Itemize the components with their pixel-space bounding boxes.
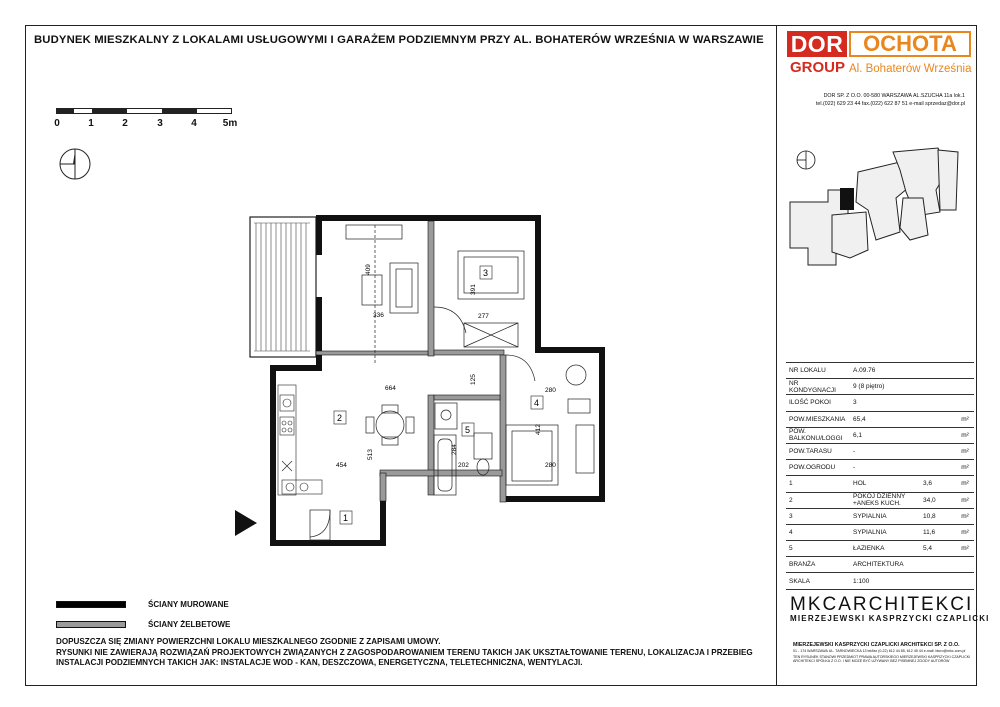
spec-label: POW.TARASU [786, 443, 850, 459]
table-row [786, 508, 974, 524]
spec-label: POW.MIESZKANIA [786, 411, 850, 427]
bedroom-3-furniture [434, 251, 524, 347]
room-area: 5,4 [920, 541, 956, 557]
spec-unit: m² [956, 411, 974, 427]
dimension: 280 [545, 387, 556, 394]
living-furniture [346, 225, 418, 445]
site-key-map [788, 140, 968, 295]
note-line: INSTALACJI PODZIEMNYCH TAKICH JAK: INSTALACJE WOD - KAN, DESZCZOWA, ENERGETYCZNA, TELETECHNICZNA, WENTYLACJI. [56, 658, 583, 667]
room-number: 1 [343, 513, 349, 523]
spec-unit [956, 363, 974, 379]
skala-label: SKALA [786, 573, 850, 589]
scale-label: 2 [122, 118, 128, 129]
spec-label: ILOŚĆ POKOI [786, 395, 850, 411]
dimension-labels [336, 264, 556, 469]
spec-unit: m² [956, 443, 974, 459]
room-number: 3 [483, 268, 489, 278]
frame-divider [776, 25, 777, 686]
scale-bar-graphic [56, 108, 232, 114]
contact-line-1: DOR SP. Z O.O. 00-580 WARSZAWA AL.SZUCHA 11a lok.1 [823, 93, 965, 99]
logo-ochota: OCHOTA [849, 31, 971, 57]
room-number: 5 [465, 425, 471, 435]
developer-contact [790, 93, 965, 108]
exterior-walls [270, 215, 605, 546]
logo-address: Al. Bohaterów Września [849, 63, 972, 75]
scale-label: 1 [88, 118, 94, 129]
legend-swatch-masonry [56, 601, 126, 608]
room-area: 10,8 [920, 508, 956, 524]
architect-subtitle: MIERZEJEWSKI KASPRZYCKI CZAPLICKI [790, 614, 990, 623]
table-row [786, 541, 974, 557]
architect-company: MIERZEJEWSKI KASPRZYCKI CZAPLICKI ARCHITEKCI SP. Z O.O. [793, 642, 960, 648]
legend-swatch-concrete [56, 621, 126, 628]
scale-bar [50, 106, 250, 136]
branza-value: ARCHITEKTURA [850, 557, 974, 573]
notes [56, 637, 753, 669]
kitchen-unit [278, 385, 322, 495]
table-row [786, 492, 974, 508]
spec-value: A.09.76 [850, 363, 956, 379]
spec-unit [956, 379, 974, 395]
branza-label: BRANŻA [786, 557, 850, 573]
room-number: 4 [534, 398, 540, 408]
room-area: 11,6 [920, 524, 956, 540]
dimension: 409 [365, 264, 372, 275]
entrance-door [310, 510, 330, 540]
table-row [786, 395, 974, 411]
developer-logo [787, 31, 973, 91]
room-no: 3 [786, 508, 850, 524]
entrance-arrow-icon [235, 510, 257, 536]
skala-value: 1:100 [850, 573, 974, 589]
room-name: SYPIALNIA [850, 508, 920, 524]
table-row [786, 379, 974, 395]
scale-label: 0 [54, 118, 60, 129]
legend-label: ŚCIANY MUROWANE [148, 600, 229, 609]
spec-label: NR KONDYGNACJI [786, 379, 850, 395]
balcony [250, 217, 316, 357]
table-row [786, 557, 974, 573]
spec-unit: m² [956, 460, 974, 476]
dimension: 513 [367, 449, 374, 460]
dimension: 202 [458, 462, 469, 469]
room-name: HOL [850, 476, 920, 492]
room-unit: m² [956, 541, 974, 557]
room-no: 4 [786, 524, 850, 540]
spec-label: POW.OGRODU [786, 460, 850, 476]
room-unit: m² [956, 524, 974, 540]
dimension: 125 [470, 374, 477, 385]
architect-name: MKCARCHITEKCI [790, 594, 974, 615]
scale-label: 4 [191, 118, 197, 129]
bathroom-fixtures [434, 403, 492, 495]
architect-copyright: TEN RYSUNEK STANOWI PRZEDMIOT PRAWA AUTORSKIEGO MIERZEJEWSKI KASPRZYCKI CZAPLICKI ARCHITEKCI SPÓŁKA Z O.O. I NIE MOŻE BYĆ UŻYWANY BEZ PISEMNEJ ZGODY AUTORÓW [793, 655, 971, 664]
dimension: 277 [478, 313, 489, 320]
architect-logo [790, 594, 990, 623]
table-row [786, 524, 974, 540]
spec-value: 6,1 [850, 427, 956, 443]
spec-value: 3 [850, 395, 956, 411]
spec-value: 9 (8 piętro) [850, 379, 956, 395]
room-unit: m² [956, 476, 974, 492]
north-arrow-icon [58, 147, 92, 181]
apartment-spec-table [786, 362, 974, 590]
page-title: BUDYNEK MIESZKALNY Z LOKALAMI USŁUGOWYMI I GARAŻEM PODZIEMNYM PRZY AL. BOHATERÓW WRZEŚNIA W WARSZAWIE [34, 34, 764, 46]
spec-unit: m² [956, 427, 974, 443]
scale-label: 3 [157, 118, 163, 129]
contact-line-2: tel.(022) 629 23 44 fax.(022) 622 87 51 e-mail sprzedaz@dor.pl [815, 100, 965, 107]
legend-label: ŚCIANY ŻELBETOWE [148, 620, 231, 629]
spec-label: NR LOKALU [786, 363, 850, 379]
architect-address: 01 - 174 WARSZAWA UL. TARNOWIECKA 13 tel/fax (0-22) 612 44 85, 612 45 44 e-mail: biuro@mkc.com.pl [793, 649, 966, 653]
dimension: 664 [385, 385, 396, 392]
dimension: 280 [545, 462, 556, 469]
table-row [786, 363, 974, 379]
note-line: RYSUNKI NIE ZAWIERAJĄ ROZWIĄZAŃ PROJEKTOWYCH ZWIĄZANYCH Z ZAGOSPODAROWANIEM TERENU TAKICH JAK UKSZTAŁTOWANIE TERENU, LOKALIZACJA I PRZEBIEG [56, 647, 753, 657]
spec-label: POW. BALKONU/LOGGI [786, 427, 850, 443]
spec-unit [956, 395, 974, 411]
dimension: 412 [535, 424, 542, 435]
room-name: ŁAZIENKA [850, 541, 920, 557]
logo-dor: DOR [787, 31, 847, 57]
dimension: 454 [336, 462, 347, 469]
floor-plan [230, 205, 620, 550]
room-no: 5 [786, 541, 850, 557]
table-row [786, 443, 974, 459]
room-number: 2 [337, 413, 343, 423]
spec-value: - [850, 443, 956, 459]
table-row [786, 460, 974, 476]
room-no: 1 [786, 476, 850, 492]
dimension: 336 [373, 312, 384, 319]
table-row [786, 573, 974, 589]
room-area: 3,6 [920, 476, 956, 492]
room-name: SYPIALNIA [850, 524, 920, 540]
dimension: 391 [470, 284, 477, 295]
note-line: DOPUSZCZA SIĘ ZMIANY POWIERZCHNI LOKALU MIESZKALNEGO ZGODNIE Z ZAPISAMI UMOWY. [56, 637, 441, 646]
table-row [786, 427, 974, 443]
room-unit: m² [956, 508, 974, 524]
spec-value: - [850, 460, 956, 476]
room-name: POKÓJ DZIENNY +ANEKS KUCH. [850, 492, 920, 508]
table-row [786, 411, 974, 427]
room-no: 2 [786, 492, 850, 508]
scale-label: 5m [222, 118, 238, 129]
dimension: 284 [451, 444, 458, 455]
logo-group: GROUP [790, 59, 846, 76]
table-row [786, 476, 974, 492]
room-unit: m² [956, 492, 974, 508]
spec-value: 65,4 [850, 411, 956, 427]
room-area: 34,0 [920, 492, 956, 508]
